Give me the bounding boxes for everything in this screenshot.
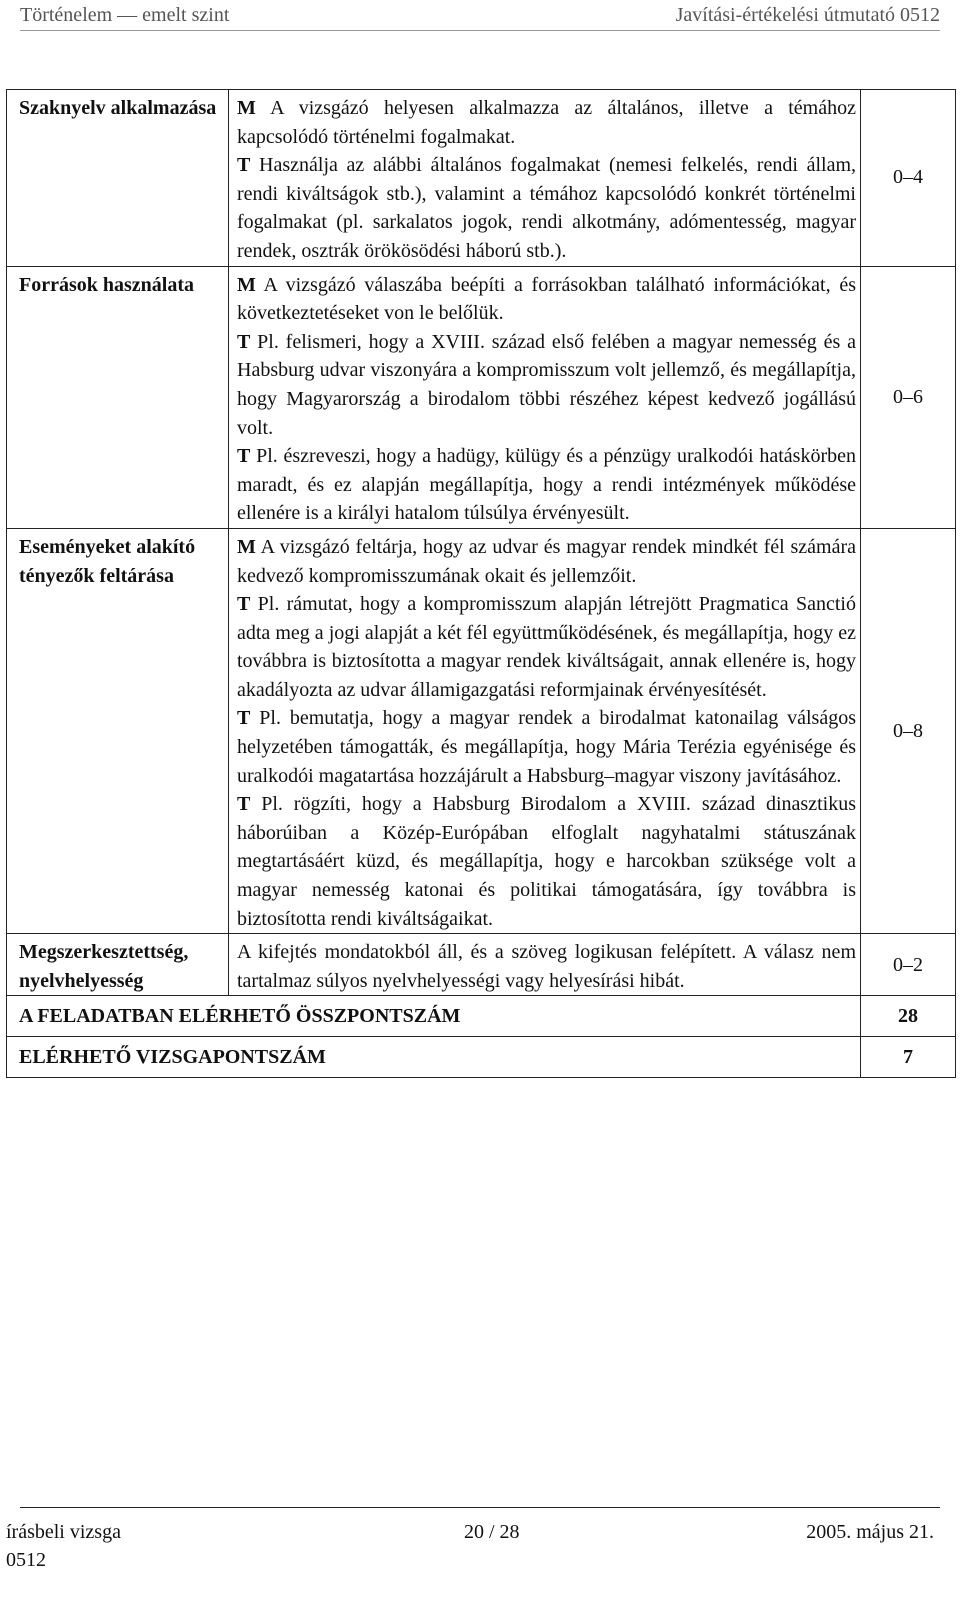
footer-exam-type: írásbeli vizsga xyxy=(6,1521,121,1543)
description-paragraph xyxy=(237,271,856,328)
criterion-description xyxy=(229,528,861,933)
criterion-name: Szaknyelv alkalmazása xyxy=(7,90,229,267)
paragraph-marker: T xyxy=(237,593,251,616)
header-subject: Történelem — emelt szint xyxy=(20,3,230,26)
scoring-table xyxy=(6,89,956,1078)
paragraph-marker: T xyxy=(237,707,251,730)
footer-code: 0512 xyxy=(6,1549,46,1571)
criterion-description xyxy=(229,266,861,528)
score-range: 0–8 xyxy=(861,528,956,933)
paragraph-marker: T xyxy=(237,793,251,816)
paragraph-marker: T xyxy=(237,445,251,468)
footer-page-number: 20 / 28 xyxy=(464,1521,520,1543)
footer-date: 2005. május 21. xyxy=(806,1521,934,1543)
description-paragraph xyxy=(237,533,856,590)
paragraph-text: A vizsgázó helyesen alkalmazza az általános, illetve a témához kapcsolódó történelmi fogalmakat. xyxy=(237,97,856,148)
paragraph-marker: T xyxy=(237,154,251,177)
description-paragraph xyxy=(237,590,856,704)
paragraph-marker: M xyxy=(237,535,256,558)
paragraph-text: A vizsgázó válaszába beépíti a forrásokban található információkat, és következtetéseket von le belőlük. xyxy=(237,273,856,325)
paragraph-text: A vizsgázó feltárja, hogy az udvar és magyar rendek mindkét fél számára kedvező kompromisszumának okait és jellemzőit. xyxy=(237,535,856,587)
total-label: A FELADATBAN ELÉRHETŐ ÖSSZPONTSZÁM xyxy=(7,996,861,1037)
criterion-row xyxy=(7,528,956,933)
score-range: 0–2 xyxy=(861,934,956,996)
paragraph-text: Pl. felismeri, hogy a XVIII. század első felében a magyar nemesség és a Habsburg udvar viszonyára a kompromisszum volt jellemző, és megállapítja, hogy Magyarország a birodalom többi részéhez képest kedvező jogállású volt. xyxy=(237,330,856,439)
paragraph-text: Pl. rámutat, hogy a kompromisszum alapján létrejött Pragmatica Sanctió adta meg a jogi alapját a két fél együttműködésének, és megállapítja, hogy ez továbbra is biztosította a magyar rendek kiváltságait, annak ellenére is, hogy akadályozta az udvar államigazgatási reformjainak érvényesítését. xyxy=(237,593,856,701)
description-paragraph xyxy=(237,938,856,995)
description-paragraph xyxy=(237,704,856,790)
paragraph-marker: T xyxy=(237,330,251,353)
paragraph-text: Használja az alábbi általános fogalmakat (nemesi felkelés, rendi állam, rendi kiváltságok stb.), valamint a témához kapcsolódó konkrét történelmi fogalmakat (pl. sarkalatos jogok, rendi alkotmány, adómentesség, magyar rendek, osztrák örökösödési háború stb.). xyxy=(237,154,856,262)
criterion-row xyxy=(7,266,956,528)
paragraph-text: Pl. észreveszi, hogy a hadügy, külügy és a pénzügy uralkodói hatáskörben maradt, és ez alapján megállapítja, hogy a rendi intézmények működése ellenére is a királyi hatalom túlsúlya érvényesült. xyxy=(237,445,856,525)
total-row xyxy=(7,996,956,1037)
description-paragraph xyxy=(237,151,856,265)
description-paragraph xyxy=(237,328,856,442)
total-value: 7 xyxy=(861,1037,956,1078)
description-paragraph xyxy=(237,442,856,528)
criterion-name: Eseményeket alakító tényezők feltárása xyxy=(7,528,229,933)
paragraph-text: Pl. bemutatja, hogy a magyar rendek a birodalmat katonailag válságos helyzetében támogatták, és megállapítja, hogy Mária Terézia egyénisége és uralkodói magatartása hozzájárult a Habsburg–magyar viszony javításához. xyxy=(237,707,856,787)
description-paragraph xyxy=(237,94,856,151)
paragraph-text: Pl. rögzíti, hogy a Habsburg Birodalom a XVIII. század dinasztikus háborúiban a Közép-Európában elfoglalt nagyhatalmi státuszának megtartásáért küzd, és megállapítja, hogy e harcokban szüksége volt a magyar nemesség katonai és politikai támogatására, így továbbra is biztosította rendi kiváltságaikat. xyxy=(237,793,856,930)
paragraph-text: A kifejtés mondatokból áll, és a szöveg logikusan felépített. A válasz nem tartalmaz súlyos nyelvhelyességi vagy helyesírási hibát. xyxy=(237,941,856,992)
criterion-description xyxy=(229,934,861,996)
total-value: 28 xyxy=(861,996,956,1037)
criterion-name: Megszerkesztettség, nyelvhelyesség xyxy=(7,934,229,996)
criterion-description xyxy=(229,90,861,267)
criterion-row xyxy=(7,934,956,996)
total-label: ELÉRHETŐ VIZSGAPONTSZÁM xyxy=(7,1037,861,1078)
page-footer xyxy=(6,1518,934,1574)
header-guide-title: Javítási-értékelési útmutató 0512 xyxy=(675,3,940,26)
page-header xyxy=(20,0,940,31)
score-range: 0–4 xyxy=(861,90,956,267)
paragraph-marker: M xyxy=(237,97,256,119)
score-range: 0–6 xyxy=(861,266,956,528)
criterion-row xyxy=(7,90,956,267)
criterion-name: Források használata xyxy=(7,266,229,528)
paragraph-marker: M xyxy=(237,273,256,296)
total-row xyxy=(7,1037,956,1078)
footer-divider xyxy=(20,1507,940,1508)
description-paragraph xyxy=(237,790,856,933)
